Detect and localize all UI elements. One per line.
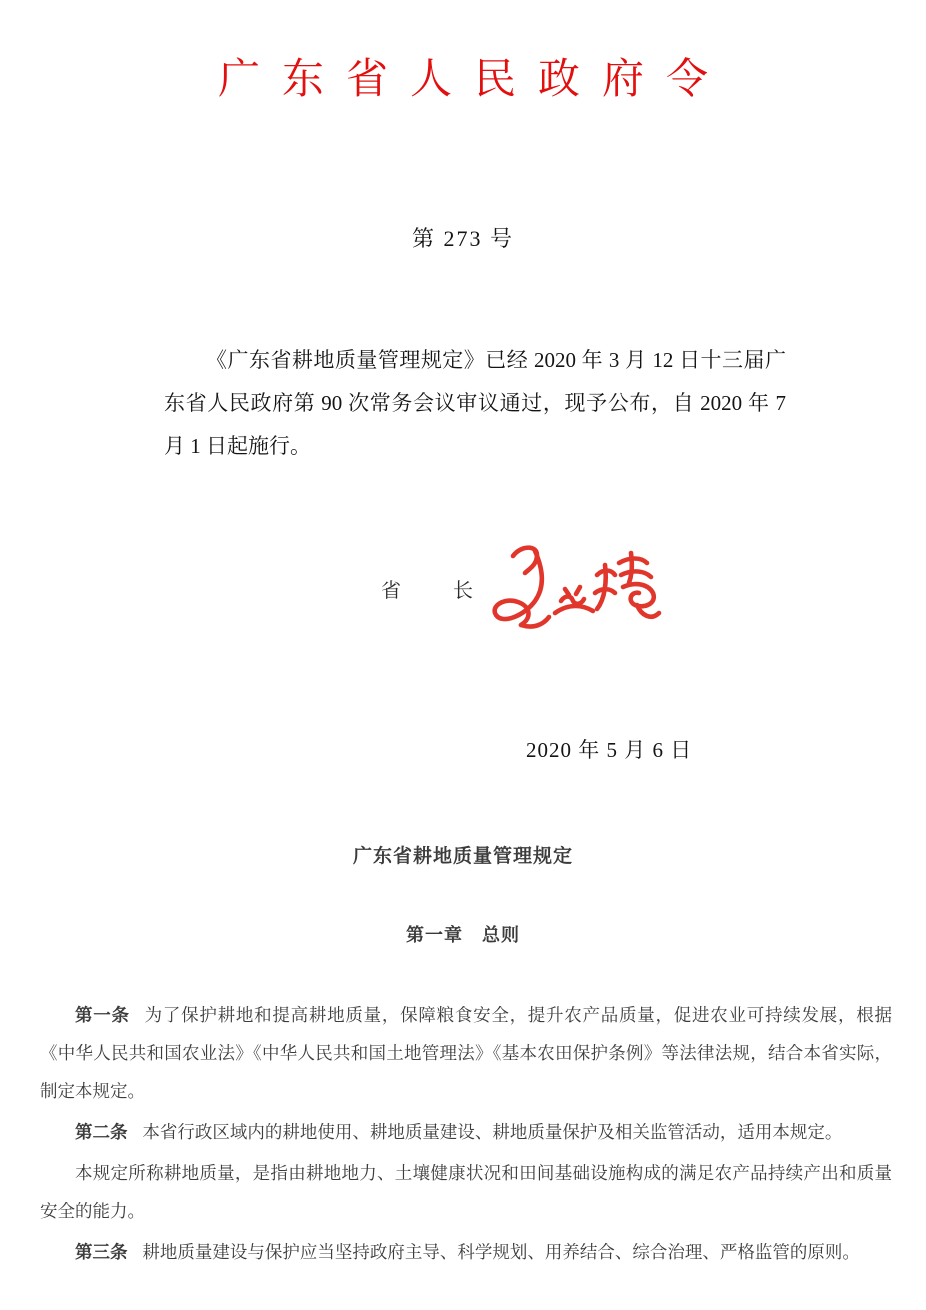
article-4-text: 耕地质量建设与保护应当坚持政府主导、科学规划、用养结合、综合治理、严格监管的原则。 [142, 1242, 860, 1262]
article-2-text: 本省行政区域内的耕地使用、耕地质量建设、耕地质量保护及相关监管活动，适用本规定。 [142, 1122, 843, 1142]
article-3-text: 本规定所称耕地质量，是指由耕地地力、土壤健康状况和田间基础设施构成的满足农产品持续产出和质量安全的能力。 [40, 1163, 892, 1221]
article-1-text: 为了保护耕地和提高耕地质量，保障粮食安全，提升农产品质量，促进农业可持续发展，根据《中华人民共和国农业法》《中华人民共和国土地管理法》《基本农田保护条例》等法律法规，结合本省实际，制定本规定。 [40, 1005, 893, 1101]
promulgation-date: 2020 年 5 月 6 日 [526, 738, 693, 762]
article-1-label: 第一条 [75, 1005, 130, 1025]
governor-signature-handwriting [485, 540, 667, 634]
article-2-label: 第二条 [75, 1122, 128, 1142]
governor-title-label: 省 长 [381, 580, 477, 602]
promulgation-paragraph: 《广东省耕地质量管理规定》已经 2020 年 3 月 12 日十三届广东省人民政府第 90 次常务会议审议通过，现予公布，自 2020 年 7 月 1 日起施行。 [164, 348, 786, 458]
article-paragraph-3 [40, 1154, 892, 1230]
signature-row [381, 540, 681, 636]
gov-order-masthead-title: 广东省人民政府令 [217, 57, 730, 103]
article-paragraph-4 [40, 1233, 892, 1271]
article-paragraph-2 [40, 1113, 892, 1151]
article-paragraph-1 [40, 996, 892, 1110]
chapter-heading: 第一章 总则 [406, 925, 520, 945]
regulation-title: 广东省耕地质量管理规定 [352, 846, 573, 867]
order-number: 第 273 号 [411, 226, 514, 251]
article-4-label: 第三条 [75, 1242, 128, 1262]
articles-section [40, 996, 892, 1274]
